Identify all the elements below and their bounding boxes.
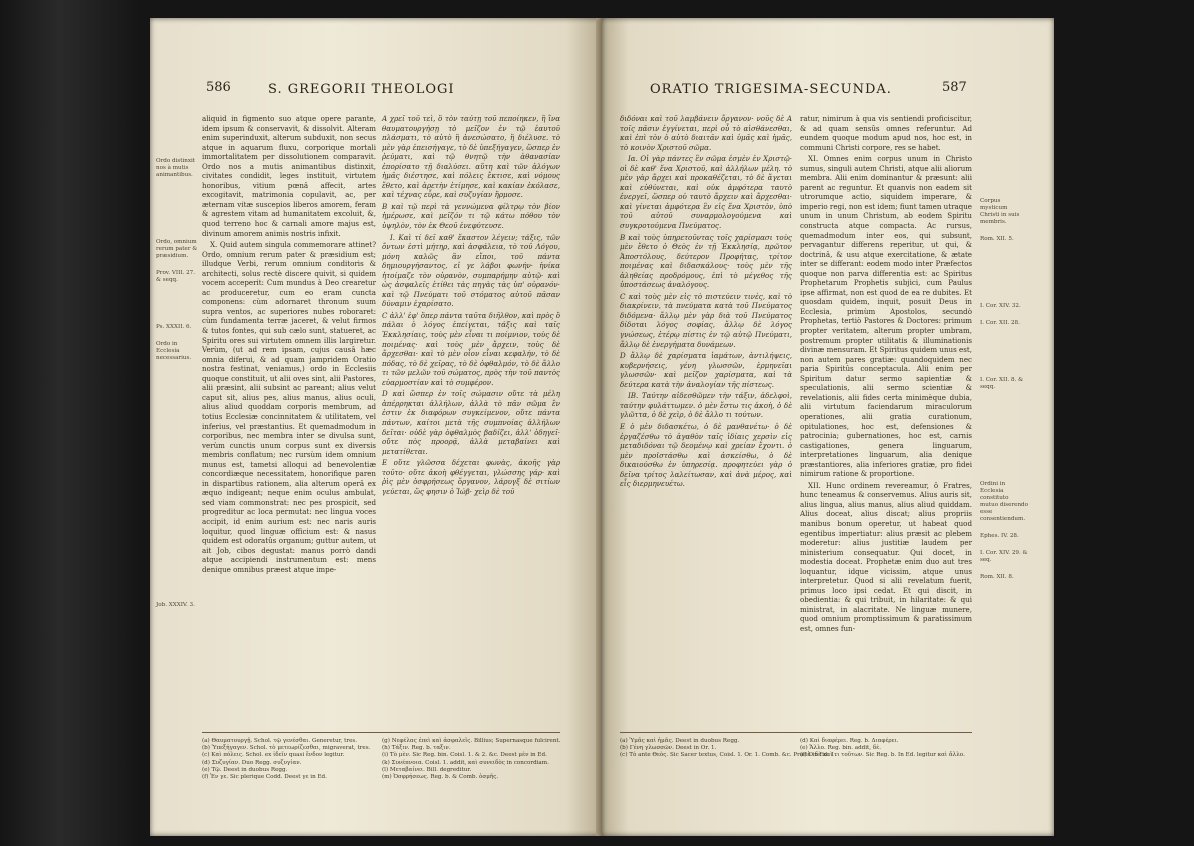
footnote: (a) Θαυματουργῇ. Schol. τῷ γενέσθαι. Generetur, tres. [202, 738, 358, 744]
paragraph: ΙΒ. Ταύτην αἰδεσθῶμεν τὴν τάξιν, ἀδελφοὶ, ταύτην φυλάττωμεν. ὁ μὲν ἔστω τις ἀκοὴ, ὁ δὲ γλῶττα, ὁ δὲ χεὶρ, ὁ δὲ ἄλλο τι τούτων. [620, 391, 792, 420]
footnote: (m) Ὀσφρήσεως. Reg. b. & Comb. ὀσμῆς. [382, 774, 499, 781]
margin-note: Rom. XII. 5. [980, 236, 1014, 242]
margin-note: I. Cor. XIV. 29. & seq. [980, 550, 1028, 563]
footnote: (g) Νεφέλας ἐπεὶ καὶ ἀσφαλεῖς. Billius; Supernasque fulcirent. [382, 738, 561, 744]
left-page [150, 18, 602, 836]
footnote-rule [202, 732, 560, 733]
running-header: ORATIO TRIGESIMA-SECUNDA. [650, 82, 892, 97]
margin-note: Ps. XXXII. 6. [156, 324, 192, 330]
footnote: (l) Μεταβαίνει. Bill. degreditur. [382, 766, 472, 773]
footnote: (k) Συνέπνοια. Coisl. 1. addit, καὶ συνειδὸς in concordiam. [382, 759, 549, 766]
margin-notes [156, 158, 200, 619]
margin-note: Prov. VIII. 27. & seqq. [156, 270, 195, 283]
margin-note: I. Cor. XIV. 32. [980, 303, 1021, 309]
footnote: (i) Τὸ μὲν. Sic Reg. bin. Coisl. 1. & 2. &c. Deest μὲν in Ed. [382, 752, 547, 759]
footnote: (f) Ὁ δὲ καὶ τι τοῦτων. Sic Reg. b. In Ed. legitur καὶ ἄλλο. [800, 752, 965, 759]
footnote: (d) Καὶ διαφέρει. Reg. b. Διαφέρει. [800, 738, 899, 744]
paragraph: XII. Hunc ordinem revereamur, ô Fratres, hunc teneamus & conservemus. Alius auris sit, alius lingua, alius manus, alius aliud quiddam. Alius doceat, alius discat; alius propriis manibus bonum operetur, ut habeat quod egentibus impertiatur: alius præsit ac plebem moderetur: alius justitiæ laudem per ministerium consequatur. Qui docet, in modestia doceat. Prophetæ enim duo aut tres loquantur, idque vicissim, atque unus interpretetur. Quod si alii revelatum fuerit, primus loco ipsi cedat. Et qui discit, in obedientia: & qui tribuit, in hilaritate: & qui ministrat, in alacritate. Ne linguæ munere, quod omnium promptissimum & paratissimum est, omnes fun- [800, 480, 972, 633]
footnote: (a) Ὑμᾶς καὶ ἡμᾶς. Deest in duobus Regg. [620, 738, 740, 744]
paragraph: ratur, nimirum à qua vis sentiendi proficiscitur, & ad quam sensûs omnes referuntur. Ad eundem quoque modum apud nos, hoc est, in communi Christi corpore, res se habet. [800, 114, 972, 152]
paragraph: E ὁ μὲν διδασκέτω, ὁ δὲ μανθανέτω· ὁ δὲ ἐργαζέσθω τὸ ἀγαθὸν ταῖς ἰδίαις χερσὶν εἰς μεταδιδόναι τῷ δεομένῳ καὶ χρείαν ἔχοντι. ὁ μὲν προϊστάσθω καὶ ἀσκείσθω, ὁ δὲ δικαιούσθω ἐν ὑπηρεσίᾳ. προφητεύει γὰρ ὁ δεῖνα τρίτος λαλείτωσαν, καὶ ἀνὰ μέρος, καὶ εἷς διερμηνευέτω. [620, 421, 792, 489]
right-page [602, 18, 1054, 836]
paragraph: Ι. Καὶ τί δεῖ καθ' ἕκαστον λέγειν; τάξις, τῶν ὄντων ἐστὶ μήτηρ, καὶ ἀσφάλεια, τὸ τοῦ Λόγου, μόνη καλῶς ἂν εἴποι, τοῦ πάντα δημιουργήσαντος, εἰ γε λάβοι φωνήν· ἡνίκα ἡτοίμαζε τὸν οὐρανὸν, συμπαρήμην αὐτῷ· καὶ ὡς ἀσφαλεῖς ἐτίθει τὰς πηγὰς τὰς ὑπ' οὐρανόν· καὶ τῷ Πνεύματι τοῦ στόματος αὐτοῦ πᾶσαν δύναμιν ἐχαρίσατο. [382, 232, 560, 309]
margin-note: Ordo, omnium rerum pater & præsidium. [156, 239, 198, 259]
footnote: (b) Ὑπεξήγαγεν. Schol. τὸ μετεωρίζεσθαι, migraverat, tres. [202, 745, 371, 752]
margin-note: Ephes. IV. 28. [980, 533, 1019, 539]
page-number: 587 [942, 80, 967, 95]
paragraph: C ἀλλ' ἐφ' ὅπερ πάντα ταῦτα διῆλθον, καὶ πρὸς ὃ πάλαι ὁ λόγος ἐπείγεται, τάξις καὶ ταῖς Ἐκκλησίαις, τοὺς μὲν εἶναι τι ποίμνιον, τοὺς δὲ ποιμένας· καὶ τοὺς μὲν ἄρχειν, τοὺς δὲ ἄρχεσθαι· καὶ τὸ μὲν οἷον εἶναι κεφαλήν, τὸ δὲ πόδας, τὸ δὲ χεῖρας, τὸ δὲ ὀφθαλμόν, τὸ δὲ ἄλλο τι τῶν μελῶν τοῦ σώματος, πρὸς τὴν τοῦ παντὸς εὐαρμοστίαν καὶ τὸ συμφέρον. [382, 310, 560, 387]
margin-note: I. Cor. XII. 28. [980, 320, 1020, 326]
paragraph: C καὶ τοὺς μὲν εἰς τὸ πιστεύειν τινὲς, καὶ τὸ διακρίνειν, τὰ πνεύματα κατὰ τοῦ Πνεύματος διδόμενα· ἄλλῳ μὲν γὰρ διὰ τοῦ Πνεύματος δίδοται λόγος σοφίας, ἄλλῳ δὲ λόγος γνώσεως, ἑτέρῳ πίστις ἐν τῷ αὐτῷ Πνεύματι, ἄλλῳ δὲ ἐνεργήματα δυνάμεων. [620, 291, 792, 349]
margin-notes [980, 198, 1028, 591]
footnotes-left [202, 738, 376, 830]
footnote: (b) Γένη γλωσσῶν. Deest in Or. 1. [620, 745, 717, 752]
footnote: (e) Ἄλλο. Reg. bin. addit, δὲ. [800, 745, 881, 752]
footnotes-right [382, 738, 560, 830]
paragraph: Ια. Οἱ γὰρ πάντες ἓν σῶμα ἐσμὲν ἐν Χριστῷ· οἱ δὲ καθ' ἕνα Χριστοῦ, καὶ ἀλλήλων μέλη. τὸ μὲν γὰρ ἄρχει καὶ προκαθέζεται, τὸ δὲ ἄγεται καὶ εὐθύνεται, καὶ οὐκ ἀμφότερα ταυτὸ ἐνεργεῖ, ὥσπερ οὐ ταυτὸ ἄρχειν καὶ ἄρχεσθαι· καὶ γίνεται ἀμφότερα ἓν εἰς ἕνα Χριστὸν, ὑπὸ τοῦ αὐτοῦ συναρμολογούμενα καὶ συγκροτούμενα Πνεύματος. [620, 154, 792, 231]
footnote-rule [620, 732, 972, 733]
paragraph: D ἄλλῳ δὲ χαρίσματα ἰαμάτων, ἀντιλήψεις, κυβερνήσεις, γένη γλωσσῶν, ἑρμηνεῖαι γλωσσῶν· καὶ μεῖζον χαρίσματα, καὶ τὰ δεύτερα κατὰ τὴν ἀναλογίαν τῆς πίστεως. [620, 351, 792, 389]
footnotes-right [800, 738, 972, 830]
margin-note: Corpus mysticum Christi in suis membris. [980, 198, 1020, 225]
paragraph: X. Quid autem singula commemorare attinet? Ordo, omnium rerum pater & præsidium est; illudque Verbi, rerum omnium conditoris & architecti, solus rectè discere quivit, si quidem vocem acceperit: Cum mundus à Deo crearetur ac produceretur, cum eo eram cuncta componens: cùm adornaret thronum suum supra ventos, ac superiores nubes roboraret: cùm fundamenta terræ jaceret, & velut firmos & tutos fontes, qui sub cælo sunt, statueret, ac Spiritu ores sui virtutem omnem illis largiretur. Verùm, (ut ad rem ipsam, cujus causâ hæc omnia diferui, & ad quam jampridem Oratio nostra festinat, veniamus,) ordo in Ecclesiis quoque constituit, ut alii oves sint, alii Pastores, alii præsint, alii subsint ac pareant; alius velut caput sit, alius pes, alius manus, alius oculi, alius aliud quoddam corporis membrum, ad totius Ecclesiæ concinnitatem & utilitatem, vel inferius, vel præstantius. Et quemadmodum in corporibus, nec membra inter se divulsa sunt, verùm cunctis unum corpus sunt ex diversis membris conflatum; nec rursùm idem omnium munus est, tametsi alloqui ad benevolentiæ concordiæque necessitatem, honorifique paren in dispartibus rationem, alia alterum operâ ex æquo indigeant; neque enim oculus ambulat, sed viam commonstrat: nec pes prospicit, sed progreditur ac loca permutat: nec lingua voces accipit, id enim aurium est: nec naris auris loquitur, quod linguæ officium est: & nasus quidem est odoratûs organum; guttur autem, ut ait Job, cibos degustat: manus porrò dandi atque accipiendi instrumentum est: mens denique omnibus præest atque impe- [202, 240, 376, 574]
footnote: (f) Ἐν γε. Sic plerique Codd. Deest γε in Ed. [202, 774, 327, 781]
paragraph: D καὶ ὥσπερ ἐν τοῖς σώμασιν οὔτε τὰ μέλη ἀπέρρηκται ἀλλήλων, ἀλλὰ τὸ πᾶν σῶμα ἓν ἐστιν ἐκ διαφόρων συγκείμενον, οὔτε πάντα πάντων, καίτοι μετὰ τῆς συμπνοίας ἀλλήλων δεῖται· οὐδὲ γὰρ ὀφθαλμὸς βαδίζει, ἀλλ' ὁδηγεῖ· οὔτε πὸς προορᾷ, ἀλλὰ μεταβαίνει καὶ μετατίθεται. [382, 389, 560, 456]
paragraph: XI. Omnes enim corpus unum in Christo sumus, singuli autem Christi, atque alii aliorum membra. Alii enim dominantur & præsunt: alii parent ac reguntur. Et quanvis non eadem sit utrorumque actio, siquidem imperare, & imperio regi, non est idem; fiunt tamen utraque unum in unum Christum, ab eodem Spiritu constructa atque compacta. Ac rursus, quemadmodum inter eos, qui subsunt, pervagantur differens reperitur, ut qui, & doctrinâ, & usu atque exercitatione, & ætate inter se differant: eodem modo inter Præfectos quoque non parva differentia est: ac Spiritus Prophetarum Prophetis subjici, cum Paulus ipse affirmat, non est quod de ea re dubites. Et quosdam quidem, inquit, posuit Deus in Ecclesia, primùm Apostolos, secundò Prophetas, tertiò Pastores & Doctores: primum propter veritatem, alterum propter umbram, postremum propter utilitatis & illuminationis divinæ mensuram. Et Spiritus quidem unus est, non autem pares gratiæ: quandoquidem nec paria Spiritûs conceptacula. Alii enim per Spiritum datur sermo sapientiæ & speculationis, alii sermo scientiæ & revelationis, alii fides certa minimèque dubia, alii virtutum faciendarum miraculorum operationes, alii gratia curationum, opitulationes, hoc est, defensiones & patrocinia; gubernationes, hoc est, carnis castigationes, genera linguarum, interpretationes linguarum, alia denique præstantiores, alia inferiores gratiæ, pro fidei nimirum ratione & proportione. [800, 154, 972, 479]
footnote: (e) Τῷ. Deest in duobus Regg. [202, 766, 288, 773]
latin-column [800, 114, 972, 724]
margin-note: Ordini in Ecclesia constituto mutuo diserendo esse consentiendum. [980, 481, 1028, 522]
paragraph: B καὶ τῷ περὶ τὰ γεννώμενα φίλτρῳ τὸν βίον ἡμέρωσε, καὶ μεῖζόν τι τῷ κάτω πόθου τὸν ὑψηλὸν, τὸν ἐκ Θεοῦ ἐνεφύτευσε. [382, 201, 560, 231]
paragraph: B καὶ τοὺς ὑπηρετοῦντας τοῖς χαρίσμασι τοὺς μὲν ἔθετο ὁ Θεὸς ἐν τῇ Ἐκκλησίᾳ, πρῶτον Ἀποστόλους, δεύτερον Προφήτας, τρίτον ποιμένας καὶ διδασκάλους· τοὺς μὲν τῆς ἀληθείας προδρόμους, ἐπὶ τὸ μέγεθος τῆς ὑποστάσεως ἀναλόγους. [620, 232, 792, 290]
paragraph: διδόναι καὶ τοῦ λαμβάνειν ὄργανον· νοῦς δὲ A τοῖς πᾶσιν ἐγγίνεται, περὶ οὗ τὸ αἰσθάνεσθαι, καὶ ἐπὶ τὸν ὁ αὐτὸ διαιτᾶν καὶ ὑμᾶς καὶ ἡμᾶς, τὸ κοινὸν Χριστοῦ σῶμα. [620, 114, 792, 152]
margin-note: Rom. XII. 8. [980, 574, 1014, 580]
margin-note: Ordo distinxit nos à mutis animantibus. [156, 158, 196, 178]
running-header: S. GREGORII THEOLOGI [268, 82, 455, 97]
greek-column [382, 114, 560, 724]
footnote: (c) Τὸ ante Θεὸς. Sic Sacer textus, Coisl. 1. Or. 1. Comb. &c. Præte in Ed. 1. [620, 752, 837, 759]
paragraph: A χρεῖ τοῦ τεὶ, ὃ τὸν ταύτῃ τοῦ πεποίηκεν, ἢ ἵνα θαυματουργήσῃ τὸ μεῖζον ἐν τῷ ἑαυτοῦ πλάσματι, τὸ αὐτὸ ἢ ἀνεσώσατο, ἢ διέλυσε. τὸ μὲν γὰρ ἐπεισήγαγε, τὸ δὲ ὑπεξήγαγεν, ὥσπερ ἐν ῥεύματι, καὶ τῷ θνητῷ τὴν ἀθανασίαν ἐπορίσατο τῇ διαλύσει. αὕτη καὶ τῶν ἀλόγων ἡμᾶς διέστησε, καὶ πόλεις ἔκτισε, καὶ νόμους ἔθετο, καὶ ἀρετὴν ἐτίμησε, καὶ κακίαν ἐκόλασε, καὶ τέχνας εὗρε, καὶ συζυγίαν ἥρμοσε. [382, 114, 560, 200]
margin-note: Job. XXXIV. 3. [156, 602, 195, 608]
margin-note: I. Cor. XII. 8. & seqq. [980, 377, 1024, 390]
footnote: (c) Καὶ πόλεις. Schol. ex ἰδεῖν quasi ἔνδον legitur. [202, 752, 345, 759]
paragraph: E οὔτε γλῶσσα δέχεται φωνὰς, ἀκοῆς γὰρ τοῦτο· οὔτε ἀκοὴ φθέγγεται, γλώσσης γάρ· καὶ ῥὶς μὲν ὀσφρήσεως ὄργανον, λάρυγξ δὲ σιτίων γεύεται, ὥς φησιν ὁ Ἰώβ· χεὶρ δὲ τοῦ [382, 458, 560, 496]
greek-column [620, 114, 792, 724]
footnote: (h) Τάξιν. Reg. b. ταξιν. [382, 745, 451, 752]
footnote: (d) Συζυγίαν. Duo Regg. συζυγίαν. [202, 759, 302, 766]
paragraph: aliquid in figmento suo atque opere parante, idem ipsum & conservavit, & dissolvit. Alteram enim superinduxit, alterum subduxit, non secus atque in aquarum fluxu, corporique mortali immortalitatem per dissolutionem comparavit. Ordo nos a mutis animantibus distinxit, civitates condidit, leges instituit, virtutem honoribus, vitium pœnâ affecit, artes excogitavit, matrimonia copulavit, ac, per æternam vitæ suscepios liberos amorem, feram & agrestem vitam ad humanitatem excoluit, &, quod terreno hoc & carnali amore majus est, divinum amorem animis nostris infixit. [202, 114, 376, 238]
page-number: 586 [206, 80, 231, 95]
footnotes-left [620, 738, 837, 830]
margin-note: Ordo in Ecclesia necessarius. [156, 341, 192, 361]
latin-column [202, 114, 376, 724]
